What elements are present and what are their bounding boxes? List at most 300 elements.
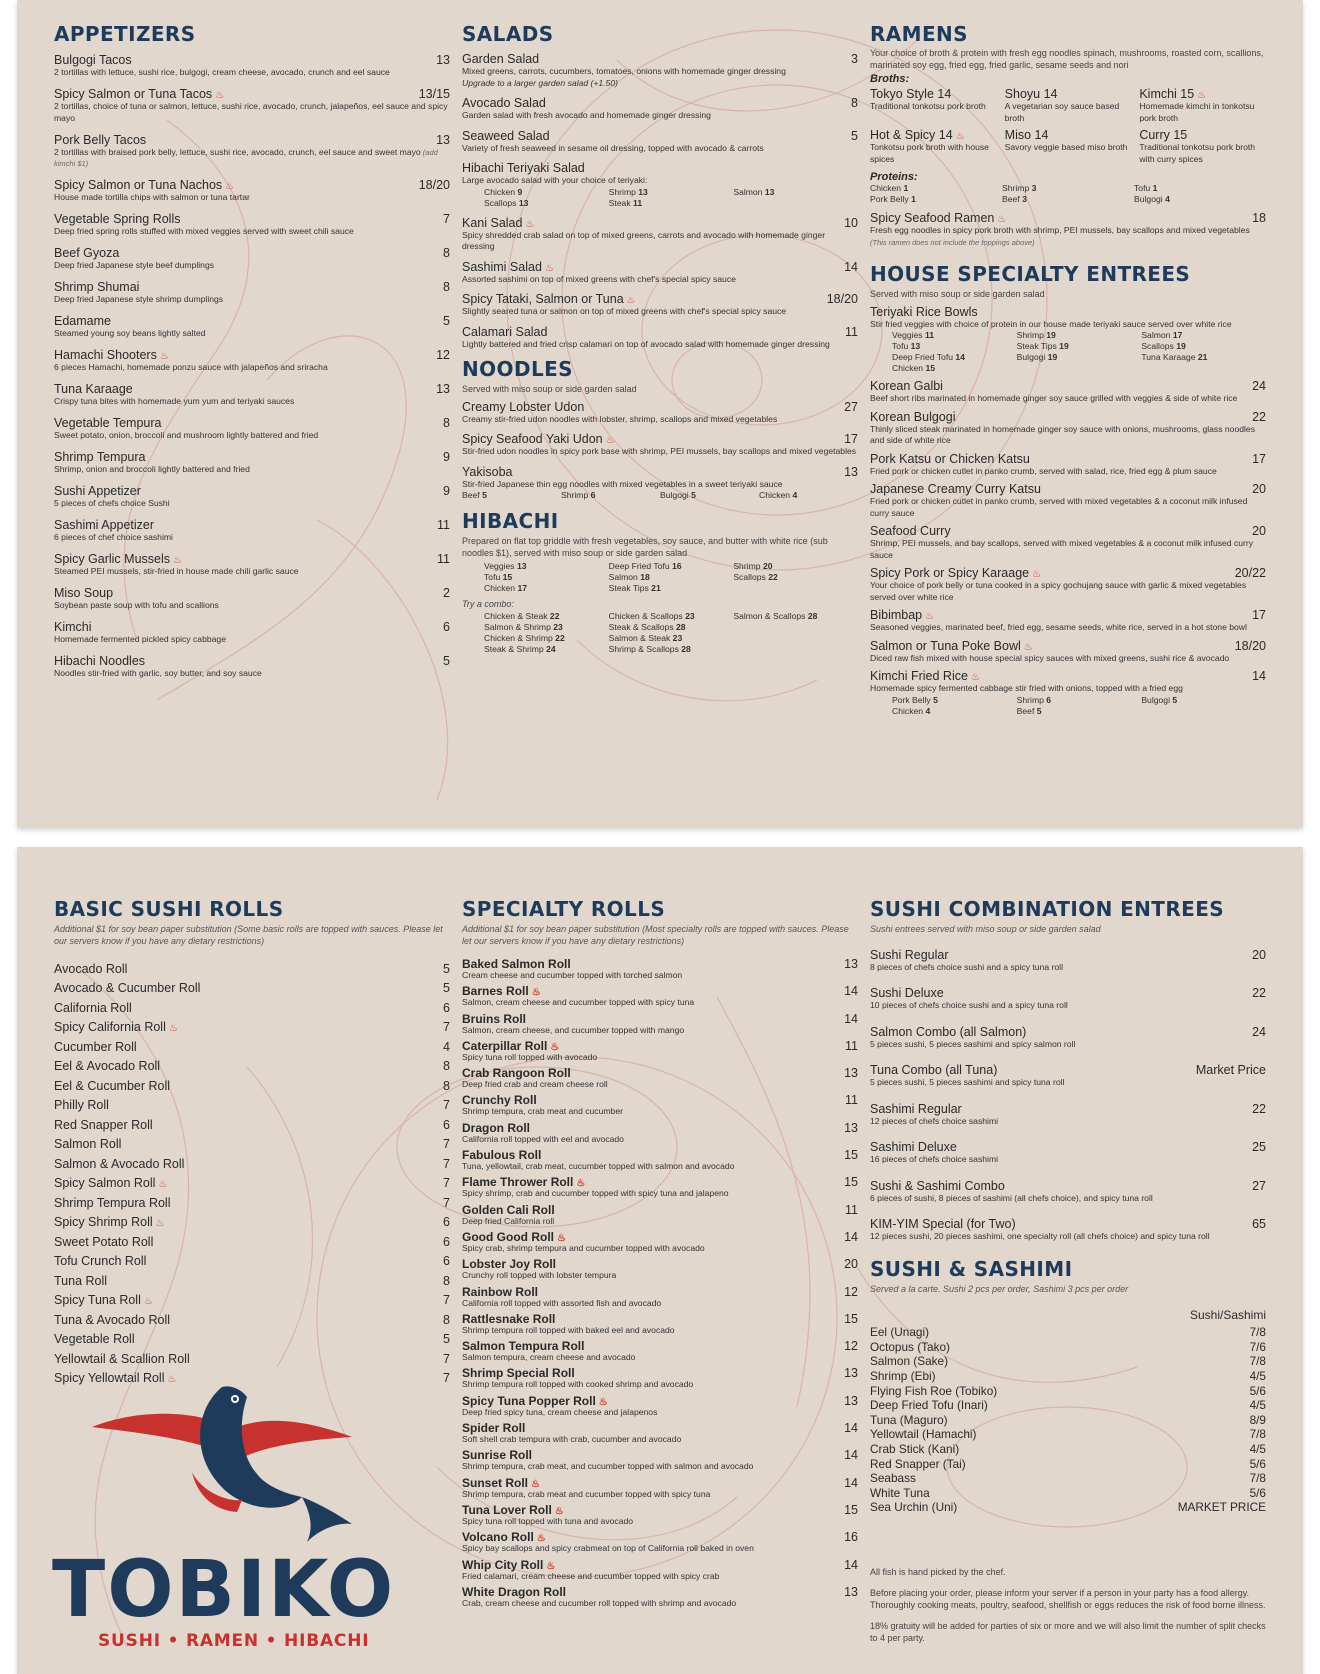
menu-item[interactable] xyxy=(462,216,858,253)
chili-icon: ♨ xyxy=(215,90,225,101)
menu-item[interactable] xyxy=(870,1102,1266,1128)
item-desc: Seasoned veggies, marinated beef, fried egg, sesame seeds, white rice, served in a hot stone bowl xyxy=(870,622,1247,632)
option-item: Salmon & Shrimp 23 xyxy=(484,621,563,632)
menu-item[interactable] xyxy=(870,482,1266,519)
roll-row[interactable] xyxy=(54,1291,450,1311)
section-title: SUSHI & SASHIMI xyxy=(870,1256,1073,1281)
specialty-roll[interactable] xyxy=(462,1203,858,1230)
option-price: 5 xyxy=(691,490,696,500)
item-row xyxy=(870,669,1266,683)
menu-item[interactable] xyxy=(462,96,858,122)
logo-wordmark: TOBIKO xyxy=(52,1545,396,1635)
roll-name: Tuna Roll xyxy=(54,1273,108,1288)
item-name: Garden Salad xyxy=(462,52,540,66)
item-desc: Deep fried Japanese style beef dumplings xyxy=(54,260,215,270)
menu-item[interactable] xyxy=(462,465,858,502)
option-item: Beef 5 xyxy=(1016,705,1042,716)
item-price: 11 xyxy=(437,552,450,566)
roll-price: 11 xyxy=(845,1093,858,1108)
sushi-row[interactable] xyxy=(870,1398,1266,1413)
fish-name: Flying Fish Roe (Tobiko) xyxy=(870,1383,998,1398)
menu-item[interactable] xyxy=(54,246,450,272)
menu-item[interactable] xyxy=(870,524,1266,561)
roll-name: Spicy Tuna Popper Roll ♨ xyxy=(462,1393,608,1408)
item-price: 9 xyxy=(443,450,450,464)
sushi-row[interactable] xyxy=(870,1471,1266,1486)
broth-item[interactable] xyxy=(1139,128,1266,165)
menu-item[interactable] xyxy=(870,669,1266,717)
roll-row[interactable] xyxy=(54,1057,450,1077)
item-row xyxy=(870,482,1266,496)
roll-row xyxy=(462,1394,858,1408)
menu-item[interactable] xyxy=(870,379,1266,405)
roll-row[interactable] xyxy=(54,1018,450,1038)
item-row xyxy=(54,280,450,294)
roll-name: Yellowtail & Scallion Roll xyxy=(54,1351,190,1366)
broth-name: Curry 15 xyxy=(1139,128,1188,142)
menu-item[interactable] xyxy=(870,639,1266,665)
item-name: Bibimbap ♨ xyxy=(870,608,935,622)
roll-row xyxy=(462,1230,858,1244)
menu-item[interactable] xyxy=(462,260,858,286)
appetizers-section xyxy=(54,22,450,688)
item-row xyxy=(870,452,1266,466)
specialty-roll[interactable] xyxy=(462,1558,858,1585)
item-row xyxy=(54,133,450,147)
fish-price: 4/5 xyxy=(1249,1369,1266,1384)
option-item: Shrimp 13 xyxy=(608,186,648,197)
roll-name: Shrimp Tempura Roll xyxy=(54,1195,171,1210)
item-price: 18 xyxy=(1252,211,1266,225)
item-desc: Soybean paste soup with tofu and scallions xyxy=(54,600,219,610)
roll-row xyxy=(462,1312,858,1326)
roll-row[interactable] xyxy=(54,1096,450,1116)
broth-item[interactable] xyxy=(1005,87,1132,124)
specialty-roll[interactable] xyxy=(462,1257,858,1284)
item-desc: Stir fried veggies with choice of protein in our house made teriyaki sauce served over white rice xyxy=(870,318,1232,329)
sushi-row[interactable] xyxy=(870,1500,1266,1515)
roll-row[interactable] xyxy=(54,998,450,1018)
roll-price: 5 xyxy=(443,1332,450,1347)
item-desc: Assorted sashimi on top of mixed greens with chef's special spicy sauce xyxy=(462,273,736,284)
specialty-roll[interactable] xyxy=(462,1421,858,1448)
item-row xyxy=(870,608,1266,622)
item-name: Yakisoba xyxy=(462,464,513,479)
chili-icon: ♨ xyxy=(626,295,636,306)
menu-item[interactable] xyxy=(54,654,450,680)
menu-item[interactable] xyxy=(54,87,450,124)
option-item: Tofu 1 xyxy=(1134,183,1158,193)
roll-row xyxy=(462,1530,858,1544)
option-price: 13 xyxy=(764,186,775,197)
item-price: 14 xyxy=(1252,669,1266,683)
item-extra: (add kimchi $1) xyxy=(54,147,438,168)
sushi-row[interactable] xyxy=(870,1325,1266,1340)
specialty-roll[interactable] xyxy=(462,1066,858,1093)
specialty-roll[interactable] xyxy=(462,1394,858,1421)
chili-icon: ♨ xyxy=(143,1296,153,1308)
item-desc: Spicy shredded crab salad on top of mixed greens, carrots and avocado with homemade ginger dressing xyxy=(462,229,826,251)
item-desc: 12 pieces of chefs choice sashimi xyxy=(870,1115,999,1126)
roll-row xyxy=(462,1121,858,1135)
item-name: Korean Bulgogi xyxy=(870,409,956,424)
menu-item[interactable] xyxy=(462,400,858,426)
menu-item[interactable] xyxy=(54,518,450,544)
specialty-roll[interactable] xyxy=(462,1012,858,1039)
roll-price: 14 xyxy=(844,1011,858,1026)
roll-name: Avocado & Cucumber Roll xyxy=(54,981,201,996)
fish-price: MARKET PRICE xyxy=(1177,1500,1266,1515)
item-desc: 2 tortillas with lettuce, sushi rice, bulgogi, cream cheese, avocado, crunch and eel sauce xyxy=(54,67,390,77)
roll-row[interactable] xyxy=(54,1115,450,1135)
item-name: Spicy Garlic Mussels ♨ xyxy=(54,552,182,566)
item-options xyxy=(870,695,1266,717)
sushi-row[interactable] xyxy=(870,1383,1266,1398)
item-name: Spicy Tataki, Salmon or Tuna ♨ xyxy=(462,292,636,306)
chili-icon: ♨ xyxy=(531,987,541,999)
item-desc: Fried pork or chicken cutlet in panko crumb, served with salad, rice, fried egg & plum sauce xyxy=(870,465,1217,476)
menu-item[interactable] xyxy=(870,608,1266,634)
logo-tagline: SUSHI • RAMEN • HIBACHI xyxy=(98,1631,370,1651)
roll-row xyxy=(462,984,858,998)
option-item: Shrimp 6 xyxy=(1016,694,1052,705)
option-price: 23 xyxy=(685,610,695,621)
roll-row[interactable] xyxy=(54,1349,450,1369)
menu-item[interactable] xyxy=(462,52,858,89)
sushi-row[interactable] xyxy=(870,1456,1266,1471)
sushi-row[interactable] xyxy=(870,1340,1266,1355)
option-price: 22 xyxy=(555,632,565,643)
roll-row[interactable] xyxy=(54,1076,450,1096)
section-note: Sushi entrees served with miso soup or side garden salad xyxy=(870,924,1101,934)
roll-price: 13 xyxy=(844,1393,858,1408)
roll-row[interactable] xyxy=(54,979,450,999)
item-desc: Steamed young soy beans lightly salted xyxy=(54,328,206,338)
broth-name: Hot & Spicy 14 ♨ xyxy=(870,128,965,142)
item-desc: Slightly seared tuna or salmon on top of mixed greens with chef's special spicy sauce xyxy=(462,306,787,316)
roll-price: 14 xyxy=(844,984,858,999)
menu-item[interactable] xyxy=(462,129,858,155)
menu-item[interactable] xyxy=(462,432,858,458)
menu-item[interactable] xyxy=(870,305,1266,375)
roll-price: 15 xyxy=(844,1148,858,1163)
item-price: 27 xyxy=(844,399,858,414)
specialty-roll[interactable] xyxy=(462,1448,858,1475)
menu-page-2 xyxy=(17,847,1303,1674)
item-name: Hamachi Shooters ♨ xyxy=(54,348,169,362)
item-desc: 2 tortillas, choice of tuna or salmon, lettuce, sushi rice, avocado, crunch, jalapeños, eel sauce and spicy mayo xyxy=(54,101,448,123)
option-item: Beef 3 xyxy=(1002,194,1027,204)
roll-price: 14 xyxy=(844,1557,858,1572)
section-title: NOODLES xyxy=(462,357,573,381)
menu-item[interactable] xyxy=(54,620,450,646)
item-price: 24 xyxy=(1252,379,1266,393)
item-row xyxy=(54,212,450,226)
right-column xyxy=(870,22,1266,722)
roll-row[interactable] xyxy=(54,959,450,979)
fish-price: 7/6 xyxy=(1249,1339,1266,1354)
item-name: Tuna Combo (all Tuna) xyxy=(870,1063,998,1077)
roll-row[interactable] xyxy=(54,1310,450,1330)
chili-icon: ♨ xyxy=(925,611,935,622)
item-desc: Diced raw fish mixed with house special spicy sauces with mixed greens, sushi rice & avocado xyxy=(870,652,1230,663)
option-item: Chicken & Scallops 23 xyxy=(608,610,695,621)
item-desc: 6 pieces of sushi, 8 pieces of sashimi (all chefs choice), and spicy tuna roll xyxy=(870,1192,1153,1203)
item-price: 8 xyxy=(443,246,450,260)
roll-price: 15 xyxy=(844,1502,858,1517)
roll-price: 5 xyxy=(443,981,450,996)
item-name: Sushi Deluxe xyxy=(870,986,944,1000)
specialty-roll[interactable] xyxy=(462,984,858,1011)
option-item: Salmon 17 xyxy=(1141,330,1183,340)
chili-icon: ♨ xyxy=(598,1396,608,1408)
item-price: 7 xyxy=(443,212,450,226)
menu-item[interactable] xyxy=(462,325,858,351)
menu-item[interactable] xyxy=(870,1179,1266,1205)
item-name: Shrimp Shumai xyxy=(54,280,140,294)
item-row xyxy=(462,129,858,143)
roll-desc: Salmon, cream cheese, and cucumber topped with mango xyxy=(462,1024,685,1035)
roll-price: 6 xyxy=(443,1234,450,1249)
fish-logo-icon xyxy=(52,1382,382,1552)
specialty-roll[interactable] xyxy=(462,1339,858,1366)
item-desc: Crispy tuna bites with homemade yum yum and teriyaki sauces xyxy=(54,396,295,406)
option-price: 22 xyxy=(549,610,560,621)
roll-desc: California roll topped with eel and avocado xyxy=(462,1133,624,1144)
item-row xyxy=(462,260,858,274)
menu-item[interactable] xyxy=(54,382,450,408)
roll-row[interactable] xyxy=(54,1330,450,1350)
roll-desc: Deep fried spicy tuna, cream cheese and jalapenos xyxy=(462,1406,658,1417)
roll-name: Tuna & Avocado Roll xyxy=(54,1312,171,1327)
item-name: Pork Katsu or Chicken Katsu xyxy=(870,451,1030,466)
roll-row xyxy=(462,1285,858,1299)
section-title: HOUSE SPECIALTY ENTREES xyxy=(870,262,1191,286)
option-price: 19 xyxy=(1046,330,1056,340)
fish-price: 4/5 xyxy=(1249,1442,1266,1457)
option-price: 1 xyxy=(903,183,909,193)
sushi-row[interactable] xyxy=(870,1486,1266,1501)
item-name: Miso Soup xyxy=(54,586,114,600)
item-price: 11 xyxy=(845,324,858,339)
menu-item[interactable] xyxy=(54,178,450,204)
fish-price: 4/5 xyxy=(1249,1398,1266,1413)
option-item: Chicken 15 xyxy=(892,363,935,373)
menu-item[interactable] xyxy=(54,484,450,510)
broth-item[interactable] xyxy=(870,87,997,124)
menu-item[interactable] xyxy=(870,986,1266,1012)
roll-row xyxy=(462,1175,858,1189)
combo-label: Try a combo: xyxy=(462,599,514,609)
roll-name: Spicy California Roll ♨ xyxy=(54,1020,178,1035)
sushi-row[interactable] xyxy=(870,1413,1266,1428)
specialty-roll[interactable] xyxy=(462,1366,858,1393)
broth-name: Shoyu 14 xyxy=(1004,87,1058,101)
specialty-roll[interactable] xyxy=(462,957,858,984)
option-price: 21 xyxy=(651,583,661,593)
roll-desc: Spicy tuna roll topped with avocado xyxy=(462,1051,598,1062)
roll-name: Sweet Potato Roll xyxy=(54,1234,154,1249)
broth-desc: Traditional tonkotsu pork broth with curry spices xyxy=(1139,142,1256,164)
roll-row xyxy=(462,1476,858,1490)
roll-row xyxy=(462,1148,858,1162)
item-desc: 16 pieces of chefs choice sashimi xyxy=(870,1154,999,1164)
roll-name: Spider Roll xyxy=(462,1421,526,1436)
menu-item[interactable] xyxy=(870,452,1266,478)
item-name: Sushi Appetizer xyxy=(54,484,141,498)
sushi-row[interactable] xyxy=(870,1427,1266,1442)
roll-name: Dragon Roll xyxy=(462,1120,530,1135)
item-row xyxy=(870,1179,1266,1193)
item-name: Sashimi Salad ♨ xyxy=(462,259,554,274)
option-price: 5 xyxy=(933,694,938,705)
item-name: Edamame xyxy=(54,314,111,328)
roll-row[interactable] xyxy=(54,1271,450,1291)
option-item: Salmon 13 xyxy=(733,186,775,197)
roll-row[interactable] xyxy=(54,1154,450,1174)
roll-row[interactable] xyxy=(54,1193,450,1213)
specialty-roll[interactable] xyxy=(462,1093,858,1120)
roll-row xyxy=(462,1585,858,1599)
sushi-row[interactable] xyxy=(870,1442,1266,1457)
roll-row xyxy=(462,1012,858,1026)
item-desc: Mixed greens, carrots, cucumbers, tomatoes, onions with homemade ginger dressing xyxy=(462,66,786,76)
menu-item[interactable] xyxy=(54,53,450,79)
option-item: Shrimp 19 xyxy=(1016,330,1056,340)
item-row xyxy=(54,416,450,430)
roll-row xyxy=(462,1448,858,1462)
menu-item[interactable] xyxy=(870,1025,1266,1051)
menu-item[interactable] xyxy=(870,1140,1266,1166)
menu-item[interactable] xyxy=(870,410,1266,447)
option-price: 28 xyxy=(681,643,691,654)
item-price: 5 xyxy=(443,314,450,328)
item-name: Vegetable Spring Rolls xyxy=(54,212,181,226)
broth-item[interactable] xyxy=(870,128,997,165)
chili-icon: ♨ xyxy=(554,1505,564,1517)
item-price: 65 xyxy=(1252,1217,1266,1231)
item-row xyxy=(870,305,1266,319)
roll-row[interactable] xyxy=(54,1252,450,1272)
menu-item[interactable] xyxy=(54,133,450,170)
roll-desc: Shrimp tempura, crab meat and cucumber xyxy=(462,1106,623,1117)
specialty-roll[interactable] xyxy=(462,1039,858,1066)
section-title: RAMENS xyxy=(870,22,968,46)
menu-item[interactable] xyxy=(870,566,1266,603)
menu-item[interactable] xyxy=(870,211,1266,248)
roll-row[interactable] xyxy=(54,1037,450,1057)
sushi-row[interactable] xyxy=(870,1354,1266,1369)
item-name: Beef Gyoza xyxy=(54,246,120,260)
option-item: Deep Fried Tofu 14 xyxy=(892,352,965,362)
item-price: 8 xyxy=(443,416,450,430)
roll-price: 13 xyxy=(844,1120,858,1135)
roll-row[interactable] xyxy=(54,1213,450,1233)
chili-icon: ♨ xyxy=(576,1178,586,1190)
specialty-roll[interactable] xyxy=(462,1476,858,1503)
menu-item[interactable] xyxy=(54,348,450,374)
specialty-roll[interactable] xyxy=(462,1148,858,1175)
roll-name: Sunrise Roll xyxy=(462,1448,533,1463)
roll-price: 14 xyxy=(844,1421,858,1436)
option-price: 19 xyxy=(1047,352,1058,362)
section-desc: Your choice of broth & protein with fresh egg noodles spinach, mushrooms, roasted corn, scallions, marinated soy egg, fried egg, fried garlic, sesame seeds and nori xyxy=(870,48,1264,70)
roll-row xyxy=(462,1366,858,1380)
menu-item[interactable] xyxy=(462,161,858,209)
menu-item[interactable] xyxy=(870,1217,1266,1243)
broth-item[interactable] xyxy=(1005,128,1132,165)
chili-icon: ♨ xyxy=(1197,90,1207,101)
specialty-roll[interactable] xyxy=(462,1312,858,1339)
specialty-roll[interactable] xyxy=(462,1175,858,1202)
sushi-row[interactable] xyxy=(870,1369,1266,1384)
menu-item[interactable] xyxy=(870,1063,1266,1089)
menu-item[interactable] xyxy=(870,948,1266,974)
specialty-roll[interactable] xyxy=(462,1585,858,1612)
option-price: 13 xyxy=(910,341,921,351)
roll-row[interactable] xyxy=(54,1174,450,1194)
roll-row[interactable] xyxy=(54,1135,450,1155)
menu-item[interactable] xyxy=(54,280,450,306)
menu-item[interactable] xyxy=(462,292,858,318)
roll-name: Shrimp Special Roll xyxy=(462,1366,575,1381)
roll-desc: Spicy crab, shrimp tempura and cucumber topped with avocado xyxy=(462,1242,705,1253)
item-desc: 6 pieces of chef choice sashimi xyxy=(54,532,173,542)
item-price: 20 xyxy=(1252,947,1266,962)
roll-price: 12 xyxy=(844,1339,858,1354)
roll-name: Salmon Roll xyxy=(54,1137,122,1152)
item-row xyxy=(870,566,1266,580)
menu-item[interactable] xyxy=(54,552,450,578)
roll-row[interactable] xyxy=(54,1232,450,1252)
item-price: 20 xyxy=(1252,482,1266,496)
option-price: 6 xyxy=(1046,694,1052,705)
chili-icon: ♨ xyxy=(1023,641,1033,653)
option-item: Bulgogi 5 xyxy=(660,490,696,500)
item-row xyxy=(870,1025,1266,1039)
menu-item[interactable] xyxy=(54,450,450,476)
item-row xyxy=(54,450,450,464)
item-name: Calamari Salad xyxy=(462,324,548,339)
item-desc: Large avocado salad with your choice of teriyaki: xyxy=(462,175,648,185)
broth-item[interactable] xyxy=(1139,87,1266,124)
menu-item[interactable] xyxy=(54,314,450,340)
specialty-roll[interactable] xyxy=(462,1530,858,1557)
roll-desc: Crab, cream cheese and cucumber roll topped with shrimp and avocado xyxy=(462,1597,737,1608)
item-desc: 12 pieces sushi, 20 pieces sashimi, one specialty roll (all chefs choice) and spicy tuna roll xyxy=(870,1231,1210,1241)
roll-row xyxy=(462,1039,858,1053)
menu-item[interactable] xyxy=(54,586,450,612)
option-price: 22 xyxy=(768,572,778,582)
tobiko-logo xyxy=(52,1382,396,1652)
item-price: 17 xyxy=(1252,608,1266,622)
specialty-roll[interactable] xyxy=(462,1121,858,1148)
item-price: 13 xyxy=(436,53,450,67)
chili-icon: ♨ xyxy=(1032,569,1042,580)
option-price: 1 xyxy=(1152,183,1158,193)
specialty-roll[interactable] xyxy=(462,1285,858,1312)
menu-item[interactable] xyxy=(54,416,450,442)
item-name: Spicy Salmon or Tuna Nachos ♨ xyxy=(54,178,235,192)
roll-price: 6 xyxy=(443,1000,450,1015)
section-title: SALADS xyxy=(462,22,554,46)
menu-item[interactable] xyxy=(54,212,450,238)
roll-desc: Spicy bay scallops and spicy crabmeat on top of California roll baked in oven xyxy=(462,1543,754,1554)
option-price: 3 xyxy=(1031,183,1037,193)
specialty-roll[interactable] xyxy=(462,1230,858,1257)
specialty-roll[interactable] xyxy=(462,1503,858,1530)
section-title: SPECIALTY ROLLS xyxy=(462,897,666,921)
